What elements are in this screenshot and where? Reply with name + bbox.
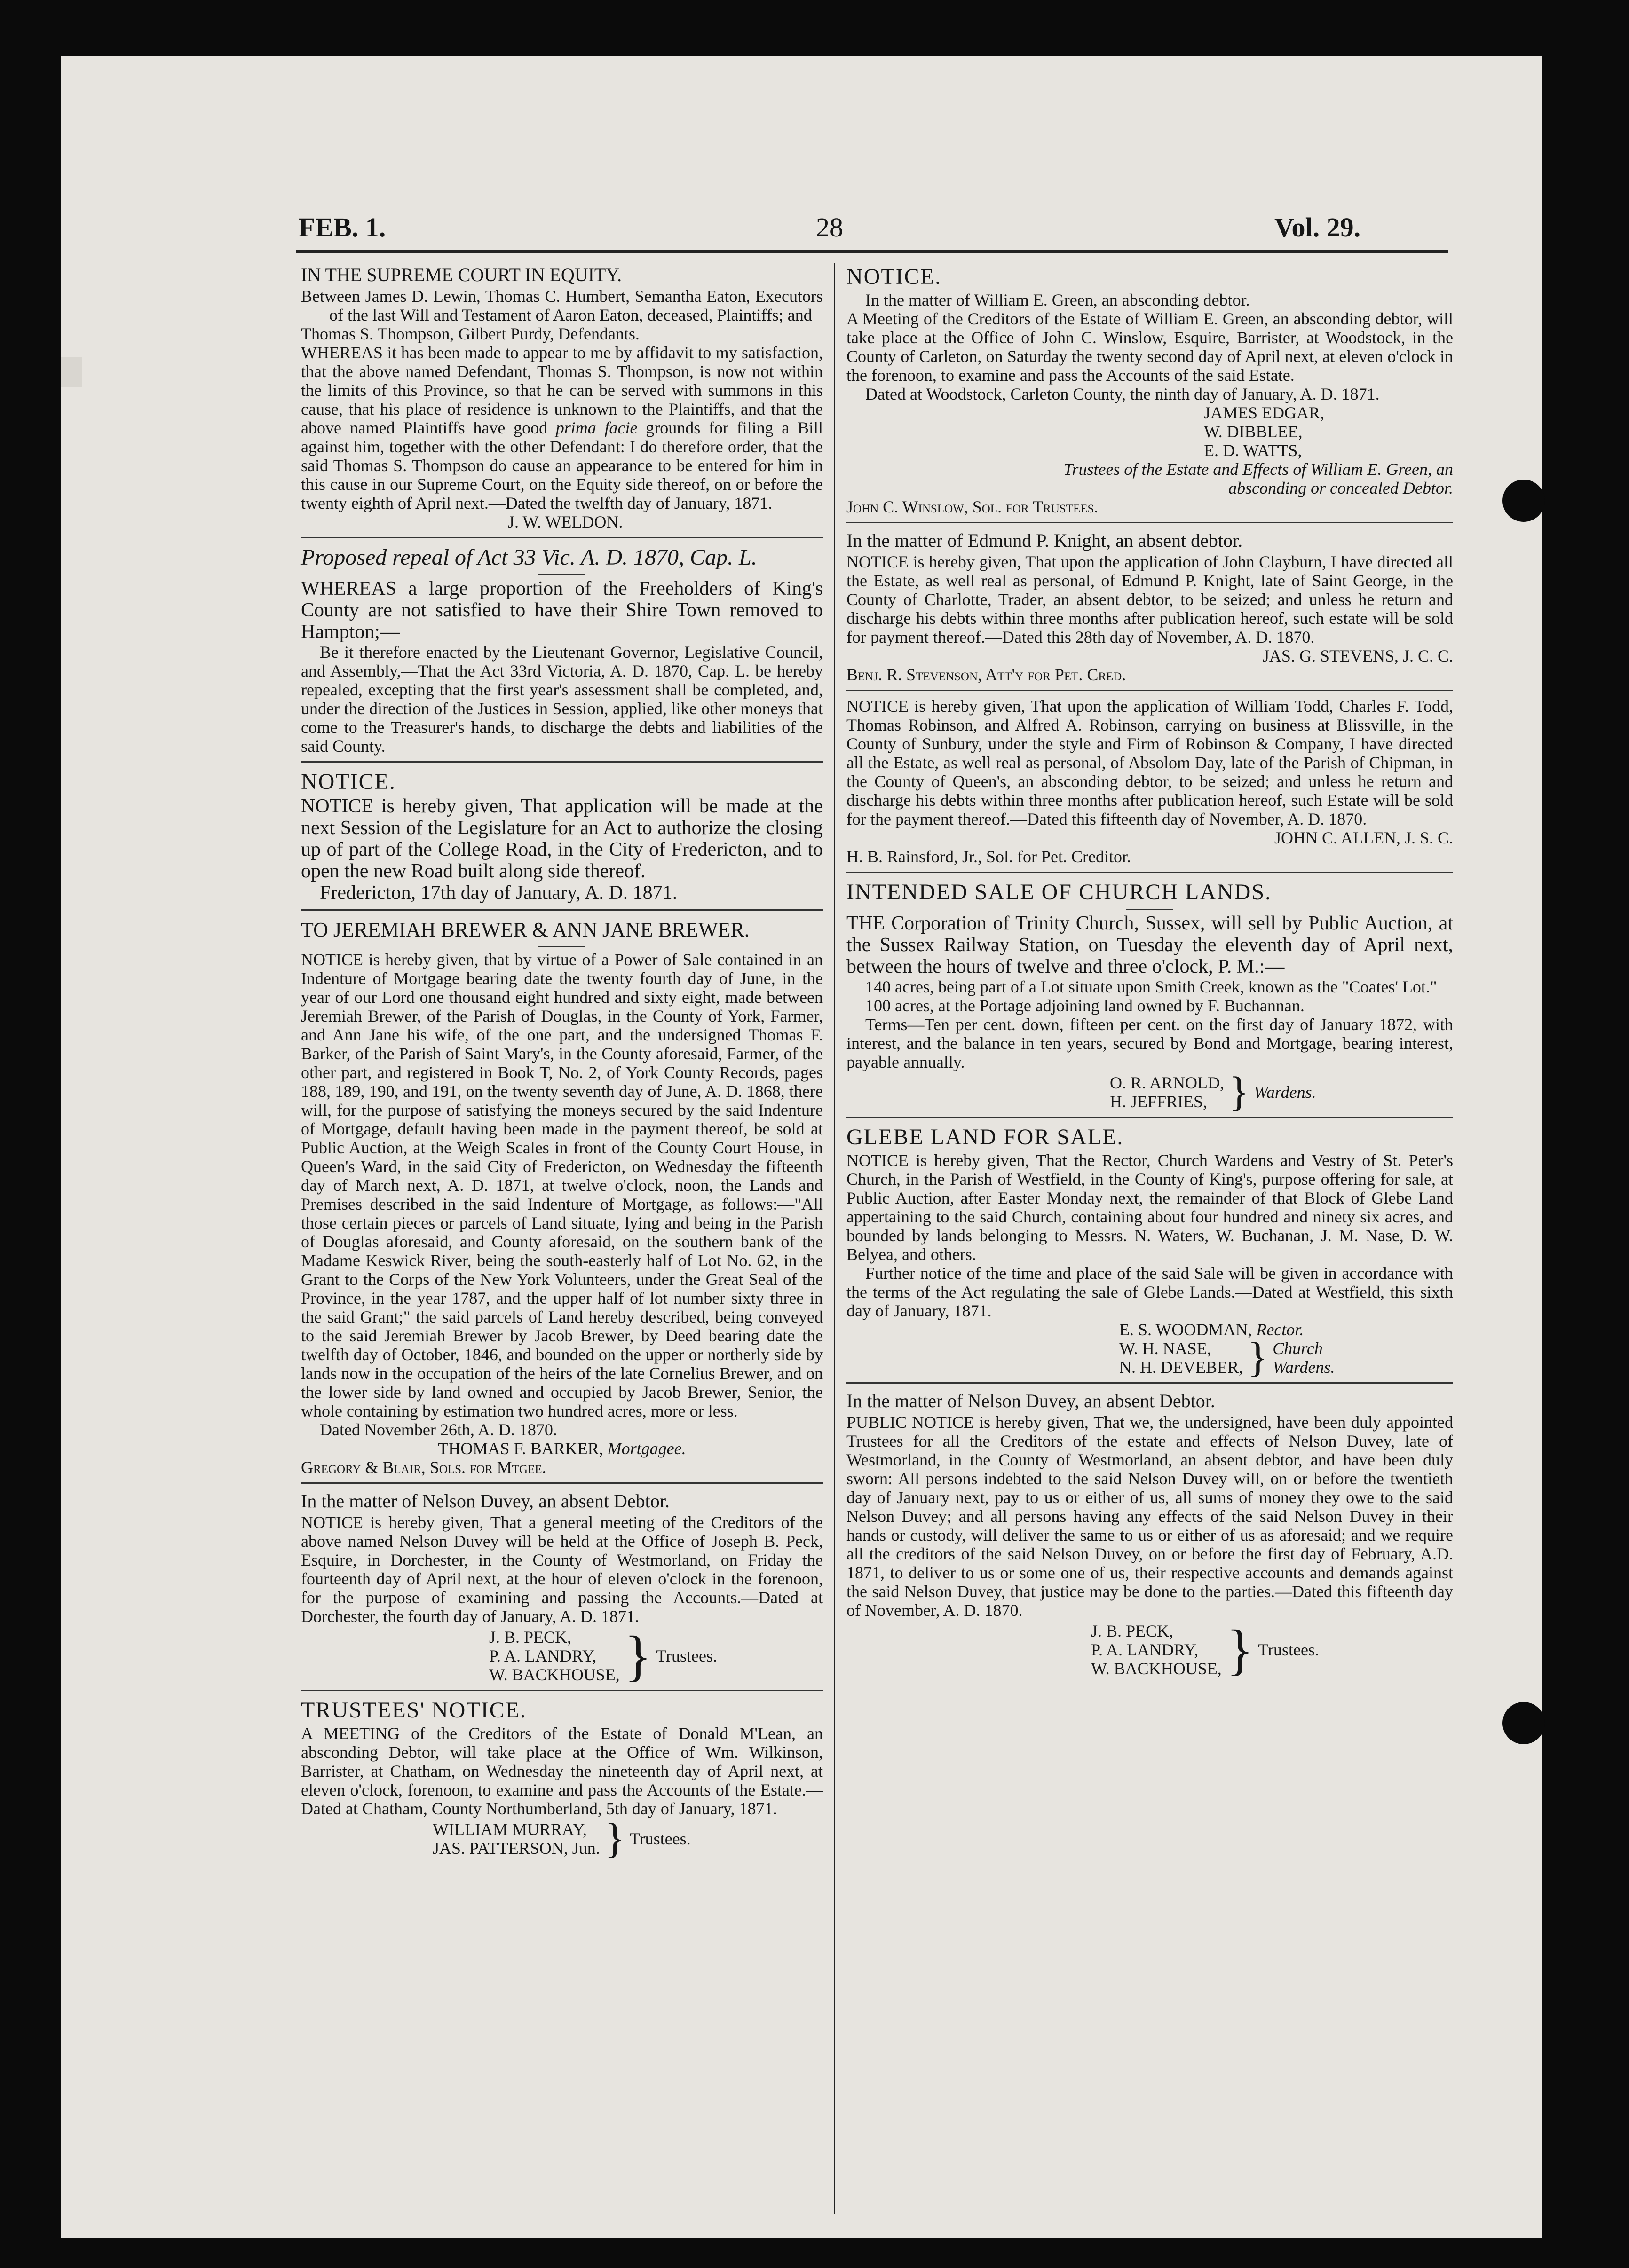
notice-title: INTENDED SALE OF CHURCH LANDS. xyxy=(846,880,1272,905)
church-lands-notice: INTENDED SALE OF CHURCH LANDS. THE Corporation of Trinity Church, Sussex, will sell by Public Auction, at the Sussex Railway Station, on Tuesday the eleventh day of April next, between the hours of twelve and three o'clock, P. M.:— 140 acres, being part of a Lot situate upon Smith Creek, known as the "Coates' Lot." 100 acres, at the Portage adjoining land owned by F. Buchannan. Terms—Ten per cent. down, fifteen per cent. on the first day of January 1872, with interest, and the balance in ten years, secured by Bond and Mortgage, bearing interest, payable annually. O. R. ARNOLD, H. JEFFRIES, } Wardens. xyxy=(846,880,1453,1115)
signature: J. W. WELDON. xyxy=(508,512,623,531)
brace: } xyxy=(1226,1618,1254,1681)
divider xyxy=(846,872,1453,873)
brewer-notice: TO JEREMIAH BREWER & ANN JANE BREWER. NOTICE is hereby given, that by virtue of a Power of Sale contained in an Indenture of Mortgage bearing date the twenty fourth day of June, in the year of our Lord one thousand eight hundred and sixty eight, made between Jeremiah Brewer, of the Parish of Douglas, in the County of York, Farmer, and Ann Jane his wife, of the one part, and the undersigned Thomas F. Barker, of the Parish of Saint Mary's, in the County aforesaid, Farmer, of the other part, and registered in Book T, No. 2, of York County Records, pages 188, 189, 190, and 191, on the twenty seventh day of June, A. D. 1868, there will, for the purpose of satisfying the moneys secured by the said Indenture of Mortgage, default having been made in the payment thereof, be sold at Public Auction, at the Weigh Scales in front of the County Court House, in Queen's Ward, in the said City of Fredericton, on Wednesday the fifteenth day of March next, A. D. 1871, at twelve o'clock, noon, the Lands and Premises described in the said Indenture of Mortgage, as follows:—"All those certain pieces or parcels of Land situate, lying and being in the Parish of Douglas aforesaid, and County aforesaid, on the southern bank of the Madame Keswick River, being the south-easterly half of Lot No. 62, in the Grant to the Corps of the New York Volunteers, under the Great Seal of the Province, in the year 1787, and the upper half of lot number sixty three in the said Grant;" the said parcels of Land hereby described, being conveyed to the said Jeremiah Brewer by Jacob Brewer, by Deed bearing date the twelfth day of October, 1846, and bounded on the upper or northerly side by lands now in the occupation of the heirs of the late Cornelius Brewer, and on the lower side by land owned and occupied by Jacob Brewer, Senior, the whole containing by estimation two hundred acres, more or less. Dated November 26th, A. D. 1870. THOMAS F. BARKER, Mortgagee. Gregory & Blair, Sols. for Mtgee. xyxy=(301,916,823,1477)
divider xyxy=(301,909,823,911)
brace: } xyxy=(624,1624,652,1687)
notice-title: In the matter of Edmund P. Knight, an absent debtor. xyxy=(846,530,1243,551)
issue-date: FEB. 1. xyxy=(299,212,386,243)
page-number: 28 xyxy=(816,212,843,243)
trustee-signatures: J. B. PECK, P. A. LANDRY, W. BACKHOUSE, } Trustees. xyxy=(489,1624,718,1687)
trustee-signatures: WILLIAM MURRAY, JAS. PATTERSON, Jun. } Trustees. xyxy=(433,1815,691,1862)
notice-title: In the matter of Nelson Duvey, an absent Debtor. xyxy=(301,1490,670,1512)
right-column xyxy=(846,263,1453,1680)
punch-hole xyxy=(1502,480,1545,522)
volume-number: Vol. 29. xyxy=(1274,212,1361,243)
brace: } xyxy=(1229,1069,1249,1115)
repeal-notice: Proposed repeal of Act 33 Vic. A. D. 1870, Cap. L. WHEREAS a large proportion of the Freeholders of King's County are not satisfied to have their Shire Town removed to Hampton;— Be it therefore enacted by the Lieutenant Governor, Legislative Council, and Assembly,—That the Act 33rd Victoria, A. D. 1870, Cap. L. be hereby repealed, excepting that the first year's assessment shall be completed, and, under the direction of the Justices in Session, applied, like other moneys that come to the Treasurer's hands, to discharge the debts and liabilities of the said County. xyxy=(301,545,823,756)
warden-signatures: W. H. NASE, N. H. DEVEBER, } Church Wardens. xyxy=(1119,1334,1335,1381)
brace: } xyxy=(604,1815,625,1862)
glebe-land-notice: GLEBE LAND FOR SALE. NOTICE is hereby given, That the Rector, Church Wardens and Vestry of St. Peter's Church, in the Parish of Westfield, in the County of King's, purpose offering for sale, at Public Auction, after Easter Monday next, the remainder of that Block of Glebe Land appertaining to the said Church, containing about four hundred and ninety six acres, and bounded by lands belonging to Messrs. N. Waters, W. Buchanan, J. M. Nase, D. W. Belyea, and others. Further notice of the time and place of the said Sale will be given in accordance with the terms of the Act regulating the sale of Glebe Lands.—Dated at Westfield, this sixth day of January, 1871. E. S. WOODMAN, Rector. W. H. NASE, N. H. DEVEBER, } Church Wardens. xyxy=(846,1125,1453,1381)
notice-title: TO JEREMIAH BREWER & ANN JANE BREWER. xyxy=(301,918,750,941)
notice-title: GLEBE LAND FOR SALE. xyxy=(846,1125,1124,1150)
notice-title: TRUSTEES' NOTICE. xyxy=(301,1698,527,1723)
edge-mark xyxy=(61,357,82,387)
divider xyxy=(538,946,585,947)
divider xyxy=(301,1690,823,1691)
todd-notice: NOTICE is hereby given, That upon the application of William Todd, Charles F. Todd, Thomas Robinson, and Alfred A. Robinson, carrying on business at Blissville, in the County of Sunbury, under the style and Firm of Robinson & Company, I have directed all the Estate, as well real as personal, of Absolom Day, late of the Parish of Chipman, in the County of Queen's, an absconding debtor, to be seized; and unless he return and discharge his debts within three months after publication hereof, such Estate will be sold for the payment thereof.—Dated this fifteenth day of November, A. D. 1870. JOHN C. ALLEN, J. S. C. H. B. Rainsford, Jr., Sol. for Pet. Creditor. xyxy=(846,697,1453,866)
left-column xyxy=(301,263,823,1862)
warden-signatures: O. R. ARNOLD, H. JEFFRIES, } Wardens. xyxy=(1110,1069,1316,1115)
duvey-public-notice: In the matter of Nelson Duvey, an absent Debtor. PUBLIC NOTICE is hereby given, That we, the undersigned, have been duly appointed Trustees for all the Creditors of the estate and effects of Nelson Duvey, late of Westmorland, in the County of Westmorland, an absent debtor, and have been duly sworn: All persons indebted to the said Nelson Duvey will, on or before the twentieth day of January next, pay to us or either of us, all sums of money they owe to the said Nelson Duvey; and all persons having any effects of the said Nelson Duvey in their hands or custody, will deliver the same to us or either of us as aforesaid; and we require all the creditors of the said Nelson Duvey, on or before the first day of February, A.D. 1871, to deliver to us or some one of us, their respective accounts and demands against the said Nelson Duvey, that justice may be done to the parties.—Dated this fifteenth day of November, A. D. 1870. J. B. PECK, P. A. LANDRY, W. BACKHOUSE, } Trustees. xyxy=(846,1390,1453,1681)
signature: THOMAS F. BARKER, xyxy=(438,1439,603,1458)
divider xyxy=(538,574,585,575)
notice-title: NOTICE. xyxy=(846,264,941,289)
trustee-signatures: J. B. PECK, P. A. LANDRY, W. BACKHOUSE, } Trustees. xyxy=(1091,1618,1320,1681)
column-divider xyxy=(834,263,835,2214)
duvey-meeting-notice: In the matter of Nelson Duvey, an absent Debtor. NOTICE is hereby given, That a general meeting of the Creditors of the above named Nelson Duvey will be held at the Office of Joseph B. Peck, Esquire, in Dorchester, in the County of Westmorland, on Friday the fourteenth day of April next, at the hour of eleven o'clock in the forenoon, for the purpose of examining and passing the Accounts.—Dated at Dorchester, the fourth day of January, A. D. 1871. J. B. PECK, P. A. LANDRY, W. BACKHOUSE, } Trustees. xyxy=(301,1490,823,1687)
divider xyxy=(1126,909,1173,910)
divider xyxy=(301,761,823,763)
knight-notice: In the matter of Edmund P. Knight, an absent debtor. NOTICE is hereby given, That upon the application of John Clayburn, I have directed all the Estate, as well real as personal, of Edmund P. Knight, late of Saint George, in the County of Charlotte, Trader, an absent debtor, to be seized; and unless he return and discharge his debts within three months after publication hereof, such estate will be sold for payment thereof.—Dated this 28th day of November, A. D. 1870. JAS. G. STEVENS, J. C. C. Benj. R. Stevenson, Att'y for Pet. Cred. xyxy=(846,530,1453,684)
punch-hole xyxy=(1502,1702,1545,1744)
road-notice: NOTICE. NOTICE is hereby given, That application will be made at the next Session of the Legislature for an Act to authorize the closing up of part of the College Road, in the City of Fredericton, and to open the new Road built along side thereof. Fredericton, 17th day of January, A. D. 1871. xyxy=(301,769,823,904)
notice-title: In the matter of Nelson Duvey, an absent Debtor. xyxy=(846,1390,1215,1411)
newspaper-page xyxy=(61,56,1542,2238)
divider xyxy=(846,690,1453,691)
divider xyxy=(846,1382,1453,1384)
header-rule xyxy=(296,250,1448,253)
equity-notice: IN THE SUPREME COURT IN EQUITY. Between James D. Lewin, Thomas C. Humbert, Semantha Eaton, Executors of the last Will and Testament of Aaron Eaton, deceased, Plaintiffs; and Thomas S. Thompson, Gilbert Purdy, Defendants. WHEREAS it has been made to appear to me by affidavit to my satisfaction, that the above named Defendant, Thomas S. Thompson, is now not within the limits of this Province, so that he can be served with summons in this cause, that his place of residence is unknown to the Plaintiffs, and that the above named Plaintiffs have good prima facie grounds for filing a Bill against him, together with the other Defendant: I do therefore order, that the said Thomas S. Thompson do cause an appearance to be entered for him in this cause in our Supreme Court, on the Equity side thereof, on or before the twenty eighth of April next.—Dated the twelfth day of January, 1871. J. W. WELDON. xyxy=(301,264,823,531)
notice-title: Proposed repeal of Act 33 Vic. A. D. 1870, Cap. L. xyxy=(301,545,757,570)
notice-title: IN THE SUPREME COURT IN EQUITY. xyxy=(301,264,622,285)
divider xyxy=(846,522,1453,523)
notice-title: NOTICE. xyxy=(301,769,396,794)
green-notice: NOTICE. In the matter of William E. Green, an absconding debtor. A Meeting of the Creditors of the Estate of William E. Green, an absconding debtor, will take place at the Office of John C. Winslow, Esquire, Barrister, at Woodstock, in the County of Carleton, on Saturday the twenty second day of April next, at eleven o'clock in the forenoon, to examine and pass the Accounts of the said Estate. Dated at Woodstock, Carleton County, the ninth day of January, A. D. 1871. JAMES EDGAR, W. DIBBLEE, E. D. WATTS, Trustees of the Estate and Effects of William E. Green, an absconding or concealed Debtor. John C. Winslow, Sol. for Trustees. xyxy=(846,264,1453,516)
divider xyxy=(301,537,823,538)
divider xyxy=(301,1482,823,1484)
divider xyxy=(846,1117,1453,1118)
trustees-notice: TRUSTEES' NOTICE. A MEETING of the Creditors of the Estate of Donald M'Lean, an absconding Debtor, will take place at the Office of Wm. Wilkinson, Barrister, at Chatham, on Wednesday the nineteenth day of April next, at eleven o'clock, forenoon, to examine and pass the Accounts of the Estate.—Dated at Chatham, County Northumberland, 5th day of January, 1871. WILLIAM MURRAY, JAS. PATTERSON, Jun. } Trustees. xyxy=(301,1698,823,1862)
signature: JAS. G. STEVENS, J. C. C. xyxy=(1262,646,1453,665)
signature: JOHN C. ALLEN, J. S. C. xyxy=(1274,828,1453,847)
brace: } xyxy=(1248,1334,1268,1381)
